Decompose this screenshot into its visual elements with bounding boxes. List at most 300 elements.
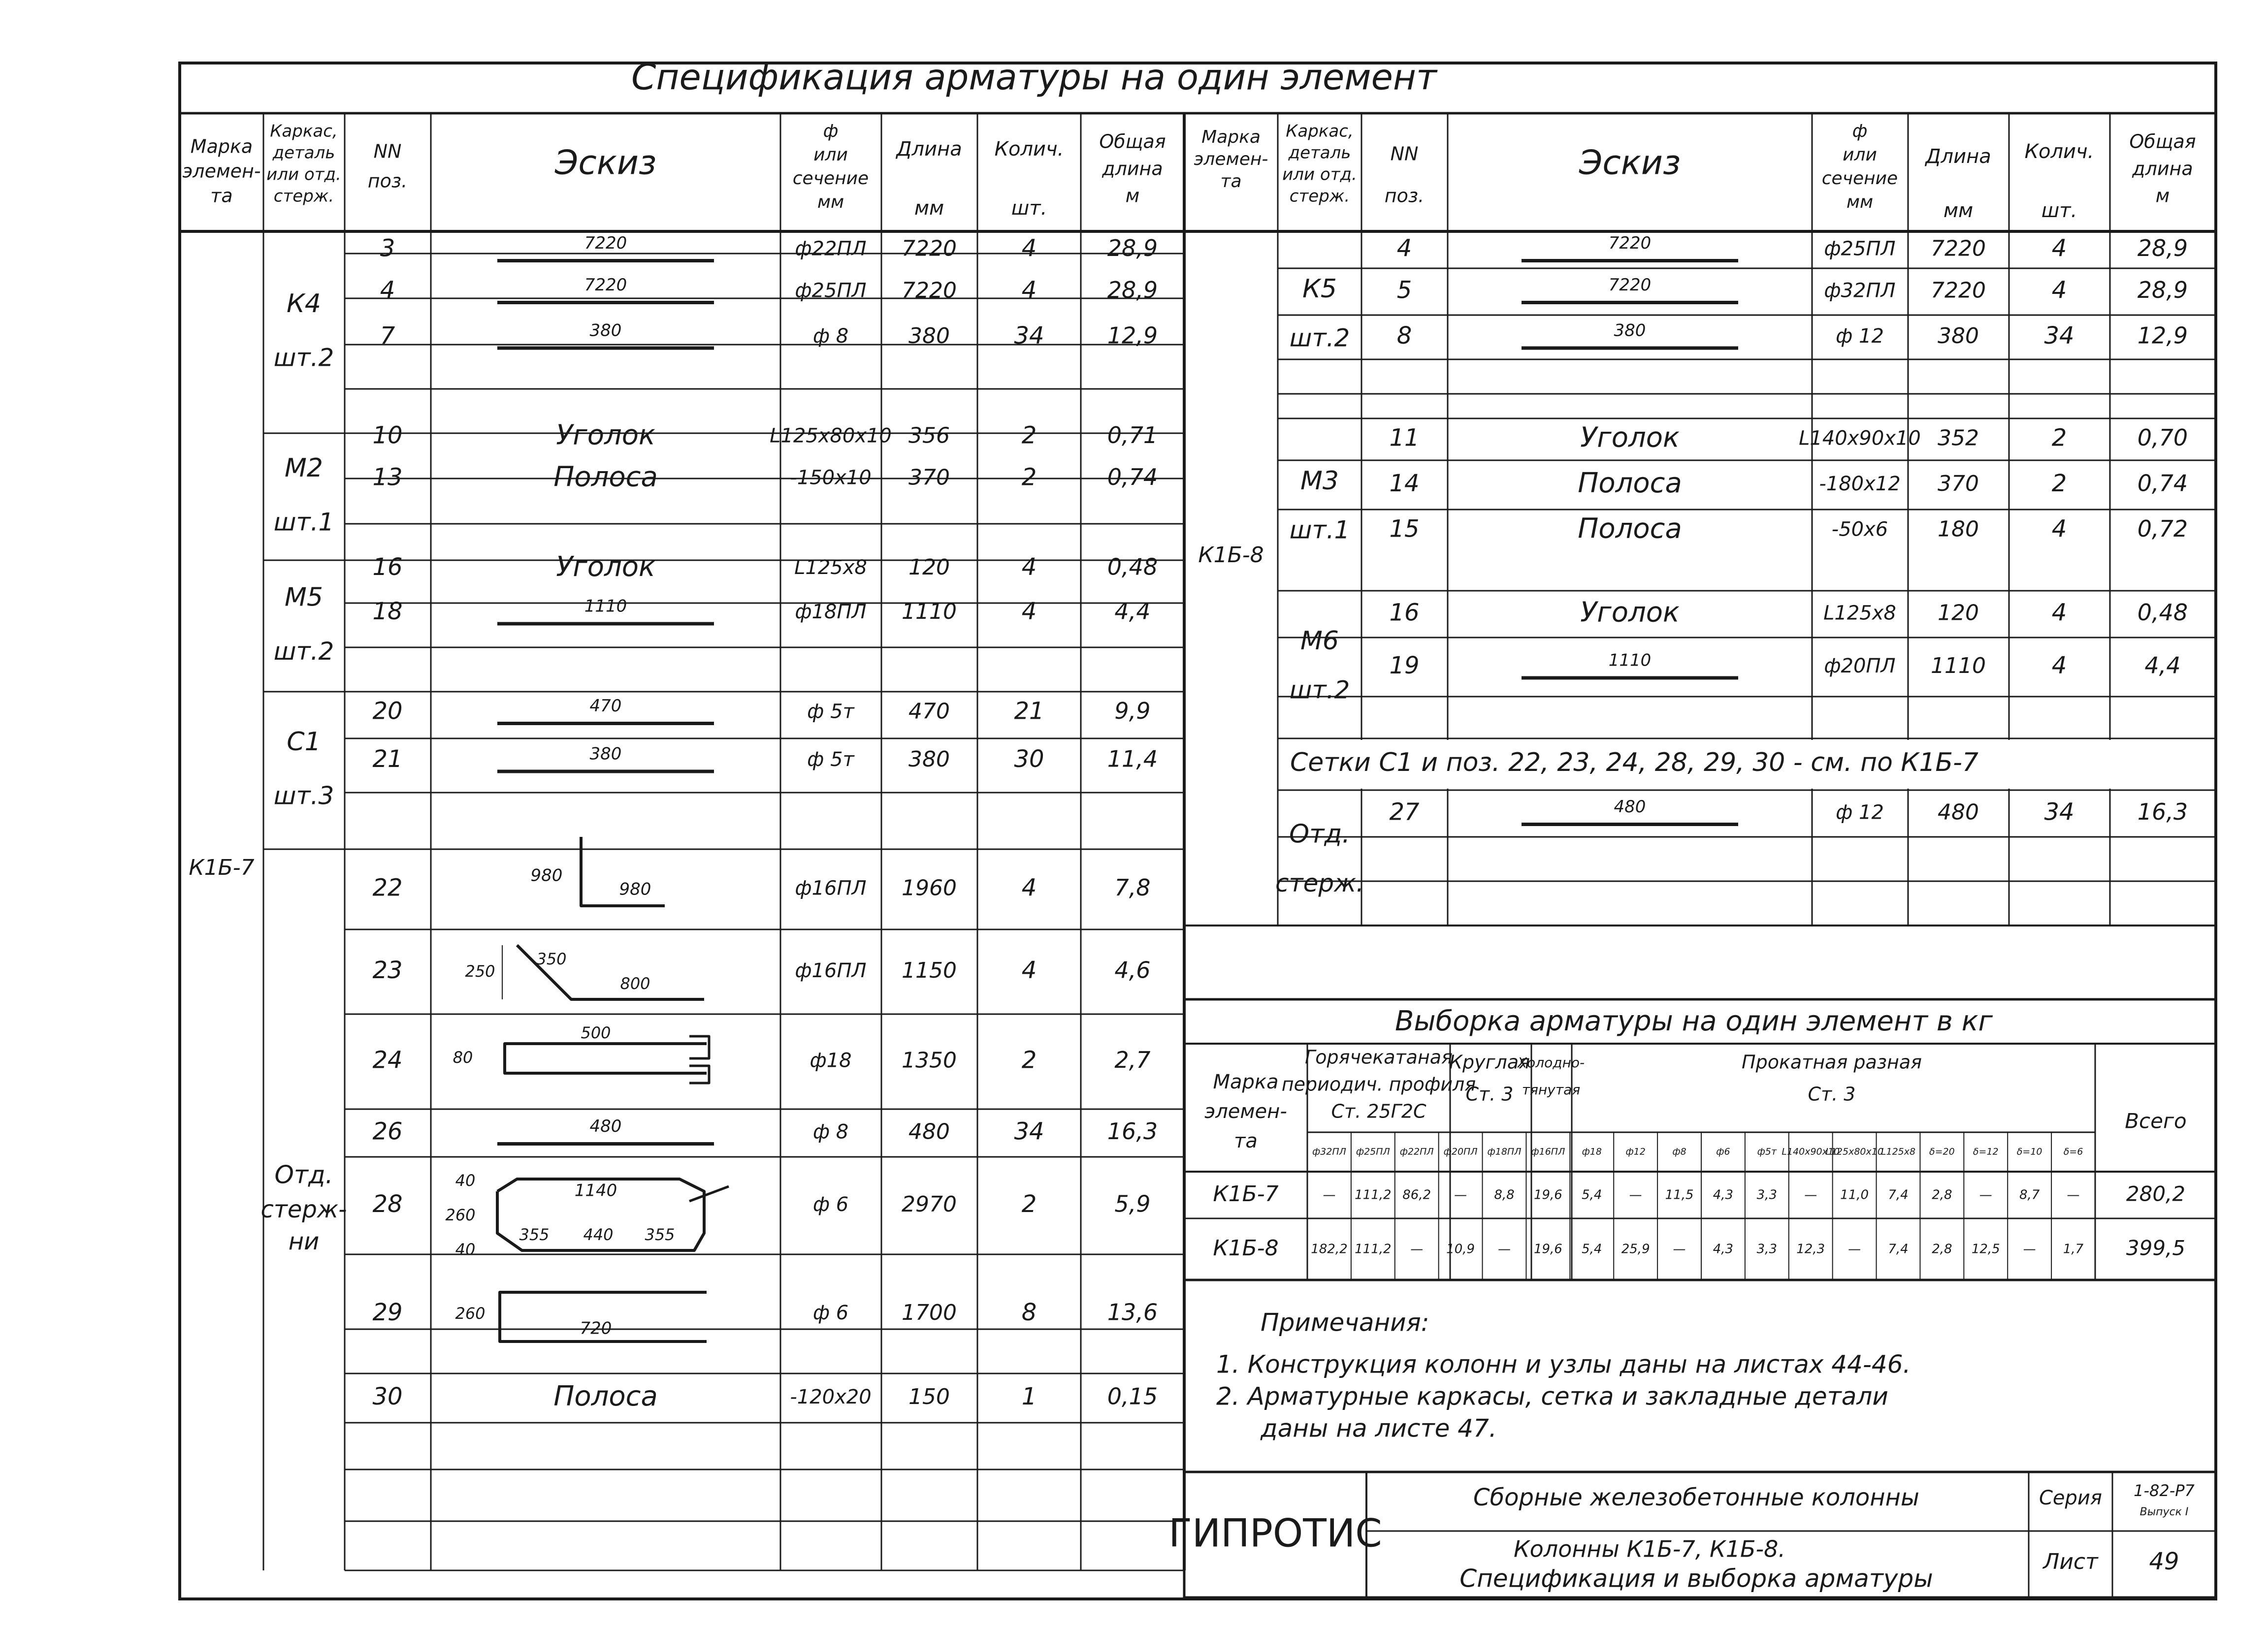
vyborka-cell: — — [1804, 1187, 1817, 1203]
dim-label: 80 — [453, 1048, 473, 1067]
total-length: 28,9 — [2137, 277, 2188, 303]
issue-label: Выпуск I — [2139, 1506, 2189, 1518]
header-label: периодич. профиля — [1281, 1073, 1476, 1095]
stamp-subtitle: Спецификация и выборка арматуры — [1459, 1564, 1933, 1593]
header-label: Ст. 3 — [1465, 1083, 1514, 1105]
header-label: мм — [1846, 192, 1874, 212]
pos-number: 4 — [380, 276, 395, 304]
quantity: 4 — [1021, 874, 1037, 902]
frame-count: шт.2 — [1289, 323, 1350, 352]
vyborka-cell: 11,0 — [1840, 1187, 1869, 1203]
sketch-name: Полоса — [553, 461, 658, 493]
length: 352 — [1938, 425, 1979, 451]
sketch-name: Уголок — [556, 419, 655, 451]
note-item: 1. Конструкция колонн и узлы даны на листах 44-46. — [1216, 1350, 1911, 1379]
diameter: -120x20 — [790, 1386, 872, 1408]
vyborka-col-header: δ=20 — [1929, 1146, 1955, 1157]
sketch-24 — [505, 1044, 707, 1073]
vyborka-col-header: ф12 — [1625, 1146, 1646, 1157]
bar-length-label: 7220 — [1608, 275, 1652, 295]
vyborka-cell: — — [2067, 1187, 2080, 1203]
header-label: Каркас, — [270, 121, 338, 141]
vyborka-cell: — — [1848, 1242, 1861, 1257]
frame-count: шт.2 — [273, 637, 334, 666]
quantity: 2 — [1021, 421, 1037, 449]
total-length: 0,74 — [1107, 464, 1158, 490]
frame-count: шт.2 — [1289, 675, 1350, 704]
header-label: сечение — [1821, 168, 1898, 189]
vyborka-cell: 5,4 — [1582, 1187, 1602, 1203]
dim-label: 260 — [445, 1206, 476, 1224]
diameter: ф 12 — [1836, 801, 1884, 824]
series-label: Серия — [2039, 1487, 2102, 1509]
header-label: Длина — [896, 138, 962, 160]
header-label: Прокатная разная — [1742, 1051, 1922, 1073]
vyborka-cell: 10,9 — [1446, 1242, 1475, 1257]
vyborka-col-header: ф20ПЛ — [1443, 1146, 1478, 1157]
total-length: 0,70 — [2137, 424, 2188, 451]
sketch-name: Уголок — [556, 551, 655, 583]
header-label: Длина — [1925, 145, 1991, 168]
vyborka-cell: 11,5 — [1665, 1187, 1694, 1203]
header-label: элемен- — [182, 160, 261, 182]
quantity: 4 — [1021, 276, 1037, 304]
quantity: 21 — [1014, 697, 1044, 725]
header-label: стерж. — [273, 186, 334, 206]
vyborka-col-header: L125x8 — [1880, 1146, 1916, 1157]
pos-number: 23 — [372, 957, 403, 984]
header-label: м — [2155, 185, 2170, 207]
sheet-number: 49 — [2149, 1548, 2179, 1575]
length: 7220 — [1931, 278, 1986, 303]
total-length: 28,9 — [1107, 235, 1158, 261]
vyborka-cell: 7,4 — [1888, 1242, 1909, 1257]
total-length: 7,8 — [1114, 874, 1151, 901]
header-label: NN — [373, 140, 402, 162]
pos-number: 10 — [372, 421, 403, 449]
note-item: даны на листе 47. — [1261, 1414, 1497, 1443]
vyborka-col-header: δ=12 — [1973, 1146, 1999, 1157]
diameter: ф 6 — [812, 1302, 849, 1324]
sketch-name: Уголок — [1580, 421, 1680, 454]
header-label: деталь — [272, 143, 335, 163]
total-length: 4,6 — [1114, 957, 1151, 984]
frame-name: С1 — [287, 727, 321, 757]
pos-number: 26 — [372, 1117, 403, 1146]
header-label: тянутая — [1522, 1082, 1581, 1098]
vyborka-col-header: δ=6 — [2063, 1146, 2083, 1157]
dim-label: 500 — [581, 1023, 611, 1042]
vyborka-col-header: ф16ПЛ — [1531, 1146, 1565, 1157]
vyborka-mark: К1Б-7 — [1213, 1181, 1279, 1207]
pos-number: 30 — [372, 1383, 403, 1410]
quantity: 30 — [1014, 745, 1044, 773]
vyborka-cell: 3,3 — [1756, 1242, 1778, 1257]
pos-number: 20 — [372, 697, 403, 725]
length: 7220 — [1931, 236, 1986, 261]
total-length: 4,4 — [2144, 652, 2181, 679]
frame-count: шт.1 — [1289, 515, 1350, 544]
vyborka-cell: 19,6 — [1533, 1187, 1562, 1203]
header-label: ф — [823, 121, 839, 141]
bar-length-label: 380 — [589, 320, 622, 341]
diameter: ф 6 — [812, 1193, 849, 1216]
header-label: поз. — [367, 170, 408, 192]
vyborka-total: 280,2 — [2126, 1181, 2186, 1206]
length: 2970 — [902, 1192, 957, 1217]
vyborka-col-header: L125x80x10 — [1825, 1146, 1883, 1157]
quantity: 4 — [2051, 599, 2067, 627]
quantity: 4 — [2051, 515, 2067, 543]
note-item: 2. Арматурные каркасы, сетка и закладные детали — [1216, 1382, 1888, 1411]
diameter: ф32ПЛ — [1824, 279, 1896, 302]
frame-name: Отд. — [274, 1160, 333, 1189]
length: 1350 — [902, 1048, 957, 1073]
dim-label: 800 — [620, 974, 650, 993]
dim-label: 355 — [645, 1225, 675, 1244]
quantity: 2 — [2051, 424, 2067, 452]
pos-number: 7 — [380, 322, 395, 350]
length: 7220 — [902, 278, 957, 303]
diameter: ф16ПЛ — [795, 877, 867, 900]
header-label: та — [1220, 171, 1242, 192]
total-length: 0,72 — [2137, 515, 2188, 542]
header-label: Марка — [1201, 127, 1261, 147]
dim-label: 40 — [455, 1171, 476, 1190]
diameter: -50x6 — [1831, 518, 1888, 541]
vyborka-cell: — — [1629, 1187, 1642, 1203]
vyborka-col-header: ф25ПЛ — [1356, 1146, 1390, 1157]
dim-label: 350 — [536, 950, 567, 968]
dim-label: 440 — [583, 1225, 614, 1244]
frame-count: шт.2 — [273, 343, 334, 372]
diameter: ф22ПЛ — [795, 237, 867, 260]
pos-number: 16 — [372, 553, 403, 581]
total-length: 0,71 — [1107, 422, 1158, 448]
vyborka-col-header: δ=10 — [2016, 1146, 2042, 1157]
vyborka-cell: 4,3 — [1713, 1242, 1734, 1257]
diameter: L125x8 — [794, 556, 867, 579]
quantity: 4 — [1021, 957, 1037, 984]
header-label: Каркас, — [1286, 121, 1354, 141]
header-label: Круглая — [1449, 1051, 1530, 1073]
pos-number: 27 — [1389, 798, 1420, 826]
frame-name: Отд. — [1289, 819, 1350, 849]
vyborka-total-header: Всего — [2125, 1109, 2187, 1133]
vyborka-col-header: ф8 — [1672, 1146, 1686, 1157]
header-label: сечение — [792, 168, 869, 189]
diameter: ф25ПЛ — [1824, 237, 1896, 260]
bar-length-label: 380 — [589, 744, 622, 764]
diameter: ф 8 — [812, 325, 849, 348]
quantity: 2 — [1021, 463, 1037, 491]
header-label: элемен- — [1194, 149, 1268, 169]
dim-label: 1140 — [574, 1181, 617, 1201]
total-length: 13,6 — [1107, 1299, 1158, 1326]
dim-label: 720 — [580, 1318, 612, 1339]
length: 470 — [908, 699, 950, 724]
vyborka-cell: — — [1498, 1242, 1511, 1257]
length: 380 — [1938, 323, 1979, 349]
header-sketch: Эскиз — [1579, 143, 1681, 183]
pos-number: 24 — [372, 1046, 403, 1074]
diameter: ф 12 — [1836, 325, 1884, 348]
pos-number: 29 — [372, 1299, 403, 1326]
vyborka-col-header: ф18 — [1582, 1146, 1602, 1157]
length: 1110 — [1931, 653, 1986, 678]
dim-label: 980 — [619, 879, 651, 899]
vyborka-col-header: L140x90x10 — [1782, 1146, 1840, 1157]
diameter: ф 5т — [807, 700, 854, 723]
header-label: длина — [2132, 158, 2193, 180]
length: 370 — [1938, 471, 1979, 496]
quantity: 34 — [1014, 1117, 1044, 1146]
header-label: Марка — [1213, 1071, 1279, 1093]
sheet-label: Лист — [2043, 1549, 2098, 1574]
vyborka-cell: 111,2 — [1355, 1242, 1392, 1257]
dim-label: 355 — [519, 1225, 550, 1244]
header-label: мм — [914, 197, 944, 220]
total-length: 0,48 — [2137, 599, 2188, 626]
header-label: та — [1234, 1130, 1258, 1152]
sketch-name: Уголок — [1580, 596, 1680, 629]
vyborka-col-header: ф18ПЛ — [1487, 1146, 1522, 1157]
header-label: Марка — [190, 135, 253, 158]
vyborka-cell: 3,3 — [1756, 1187, 1778, 1203]
vyborka-cell: 8,8 — [1494, 1187, 1515, 1203]
total-length: 16,3 — [1107, 1118, 1158, 1145]
vyborka-title: Выборка арматуры на один элемент в кг — [1395, 1005, 1993, 1038]
quantity: 4 — [1021, 598, 1037, 625]
frame-count: шт.3 — [273, 781, 334, 810]
length: 120 — [1938, 600, 1979, 626]
vyborka-total: 399,5 — [2126, 1236, 2186, 1260]
vyborka-cell: 25,9 — [1621, 1242, 1650, 1257]
header-label: стерж. — [1289, 186, 1350, 206]
vyborka-cell: 2,8 — [1932, 1242, 1952, 1257]
header-label: или отд. — [266, 164, 341, 185]
vyborka-cell: — — [1323, 1187, 1336, 1203]
diameter: ф 5т — [807, 748, 854, 771]
vyborka-cell: — — [1979, 1187, 1992, 1203]
vyborka-frame — [1184, 999, 2216, 1280]
diameter: -150x10 — [790, 466, 872, 489]
diameter: L140x90x10 — [1799, 427, 1921, 450]
frame-count: стерж- — [260, 1196, 347, 1223]
bar-length-label: 480 — [589, 1117, 622, 1136]
dim-label: 260 — [455, 1304, 486, 1323]
bar-length-label: 7220 — [584, 275, 627, 295]
pos-number: 5 — [1396, 276, 1412, 304]
total-length: 4,4 — [1114, 598, 1151, 625]
pos-number: 16 — [1389, 599, 1420, 627]
total-length: 16,3 — [2137, 798, 2188, 825]
total-length: 9,9 — [1114, 698, 1151, 724]
pos-number: 19 — [1389, 652, 1420, 679]
quantity: 2 — [1021, 1190, 1037, 1218]
header-label: деталь — [1288, 143, 1351, 163]
header-label: мм — [1943, 199, 1974, 222]
dim-label: 980 — [530, 865, 563, 886]
dim-label: 250 — [465, 962, 495, 981]
vyborka-cell: — — [1410, 1242, 1424, 1257]
pos-number: 22 — [372, 874, 403, 902]
length: 1700 — [902, 1300, 957, 1325]
length: 380 — [908, 323, 950, 349]
vyborka-cell: 5,4 — [1582, 1242, 1602, 1257]
quantity: 4 — [2051, 652, 2067, 679]
vyborka-col-header: ф22ПЛ — [1399, 1146, 1434, 1157]
diameter: ф 8 — [812, 1120, 849, 1144]
bar-length-label: 7220 — [584, 233, 627, 253]
series-value: 1-82-Р7 — [2134, 1481, 2195, 1500]
frame-count: ни — [288, 1228, 320, 1255]
frame-name: М6 — [1300, 626, 1339, 656]
organization-name: ГИПРОТИС — [1168, 1511, 1382, 1556]
total-length: 28,9 — [2137, 235, 2188, 261]
length: 1960 — [902, 875, 957, 901]
diameter: ф25ПЛ — [795, 279, 867, 302]
diameter: ф18ПЛ — [795, 601, 867, 623]
vyborka-cell: 4,3 — [1713, 1187, 1734, 1203]
sketch-24-hook — [689, 1036, 709, 1058]
bar-length-label: 480 — [1614, 797, 1646, 817]
header-label: Горячекатаная — [1305, 1046, 1453, 1068]
page-title: Спецификация арматуры на один элемент — [631, 56, 1437, 98]
pos-number: 28 — [372, 1190, 403, 1218]
quantity: 4 — [2051, 276, 2067, 304]
frame-name: К4 — [286, 289, 322, 319]
diameter: ф18 — [810, 1049, 852, 1072]
vyborka-cell: — — [1673, 1242, 1686, 1257]
vyborka-mark: К1Б-8 — [1213, 1236, 1279, 1261]
total-length: 0,48 — [1107, 553, 1158, 580]
vyborka-cell: 1,7 — [2063, 1242, 2084, 1257]
header-label: Холодно- — [1517, 1054, 1585, 1071]
quantity: 2 — [1021, 1046, 1037, 1074]
vyborka-cell: 86,2 — [1402, 1187, 1431, 1203]
pos-number: 15 — [1389, 515, 1420, 543]
stamp-title: Сборные железобетонные колонны — [1473, 1484, 1919, 1511]
pos-number: 21 — [372, 745, 403, 773]
length: 380 — [908, 747, 950, 772]
total-length: 28,9 — [1107, 277, 1158, 303]
vyborka-cell: 12,3 — [1796, 1242, 1825, 1257]
length: 180 — [1938, 516, 1979, 542]
quantity: 4 — [2051, 234, 2067, 262]
length: 1150 — [902, 958, 957, 983]
vyborka-cell: 19,6 — [1533, 1242, 1562, 1257]
header-label: Общая — [2129, 130, 2196, 153]
diameter: ф20ПЛ — [1824, 655, 1896, 677]
pos-number: 14 — [1389, 470, 1420, 497]
quantity: 8 — [1021, 1299, 1037, 1326]
header-label: шт. — [2041, 199, 2077, 222]
table-labels — [182, 57, 2196, 1593]
quantity: 34 — [1014, 322, 1044, 350]
header-label: Колич. — [994, 138, 1064, 160]
pos-number: 11 — [1389, 424, 1420, 452]
vyborka-col-header: ф5т — [1757, 1146, 1777, 1157]
header-label: NN — [1390, 143, 1419, 165]
diameter: L125x8 — [1823, 602, 1896, 625]
frame-name: К5 — [1302, 274, 1337, 304]
header-label: мм — [817, 192, 844, 212]
sketch-name: Полоса — [1578, 512, 1682, 545]
header-label: Ст. 3 — [1808, 1083, 1856, 1105]
vyborka-cell: 2,8 — [1932, 1187, 1952, 1203]
total-length: 5,9 — [1114, 1190, 1151, 1217]
quantity: 4 — [1021, 234, 1037, 262]
pos-number: 18 — [372, 598, 403, 625]
pos-number: 13 — [372, 463, 403, 491]
diameter: -180x12 — [1819, 473, 1901, 495]
frame-name: М2 — [285, 453, 323, 483]
header-label: Ст. 25Г2С — [1331, 1100, 1426, 1122]
frame-count: стерж. — [1275, 869, 1364, 897]
quantity: 4 — [1021, 553, 1037, 581]
header-label: Колич. — [2024, 140, 2094, 163]
pos-number: 8 — [1396, 322, 1412, 350]
vyborka-col-header: ф32ПЛ — [1312, 1146, 1346, 1157]
diameter: L125x80x10 — [770, 424, 892, 447]
header-label: Общая — [1099, 130, 1166, 153]
vyborka-cell: 7,4 — [1888, 1187, 1909, 1203]
notes-heading: Примечания: — [1261, 1308, 1429, 1337]
length: 120 — [908, 555, 950, 580]
length: 370 — [908, 465, 950, 490]
pos-number: 3 — [380, 234, 395, 262]
frame-count: шт.1 — [273, 508, 334, 537]
diameter: ф16ПЛ — [795, 959, 867, 982]
quantity: 2 — [2051, 470, 2067, 497]
length: 1110 — [902, 599, 957, 624]
bar-length-label: 380 — [1614, 320, 1646, 341]
element-mark: К1Б-7 — [189, 855, 255, 880]
header-label: или отд. — [1282, 164, 1357, 185]
header-label: та — [210, 185, 233, 207]
total-length: 0,15 — [1107, 1383, 1158, 1410]
bar-length-label: 7220 — [1608, 233, 1652, 253]
header-sketch: Эскиз — [554, 143, 657, 183]
vyborka-cell: 182,2 — [1311, 1242, 1348, 1257]
header-label: длина — [1102, 158, 1163, 180]
element-mark: К1Б-8 — [1198, 543, 1264, 568]
note-row: Сетки С1 и поз. 22, 23, 24, 28, 29, 30 - см. по К1Б-7 — [1290, 748, 1978, 777]
frame-name: М5 — [285, 582, 323, 612]
dim-label: 40 — [455, 1240, 476, 1259]
header-label: или — [813, 145, 848, 165]
sketch-name: Полоса — [553, 1380, 658, 1413]
vyborka-cell: 111,2 — [1355, 1187, 1392, 1203]
header-label: м — [1125, 185, 1140, 207]
total-length: 0,74 — [2137, 470, 2188, 497]
bar-length-label: 1110 — [584, 596, 627, 616]
stamp-subtitle: Колонны К1Б-7, К1Б-8. — [1514, 1535, 1785, 1563]
sketch-28-tail — [689, 1186, 729, 1201]
sketch-name: Полоса — [1578, 467, 1682, 500]
bar-length-label: 1110 — [1608, 650, 1652, 670]
total-length: 11,4 — [1107, 745, 1158, 772]
vyborka-cell: — — [2023, 1242, 2036, 1257]
header-label: поз. — [1384, 185, 1425, 207]
bar-length-label: 470 — [589, 696, 622, 716]
header-label: или — [1843, 145, 1877, 165]
header-label: шт. — [1011, 197, 1047, 220]
length: 480 — [908, 1119, 950, 1145]
frame-name: М3 — [1300, 466, 1339, 496]
quantity: 34 — [2044, 322, 2074, 350]
